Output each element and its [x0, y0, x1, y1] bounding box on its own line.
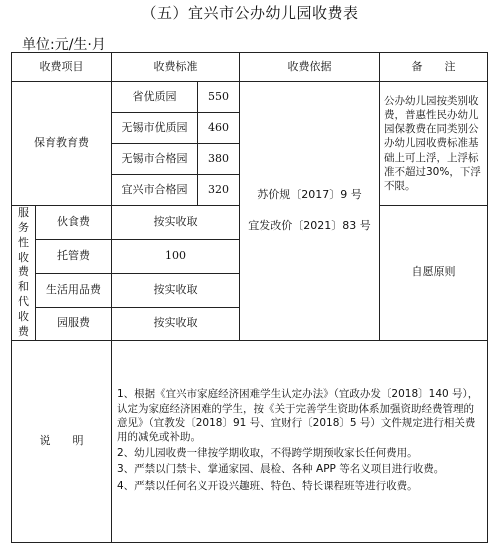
service-item-fee: 100	[112, 239, 240, 273]
grade-fee: 460	[198, 113, 240, 144]
table-row	[12, 82, 488, 113]
unit-label: 单位:元/生·月	[22, 37, 106, 53]
notes-content	[112, 340, 488, 542]
grade-name: 省优质园	[112, 82, 198, 113]
grade-name: 无锡市合格园	[112, 144, 198, 175]
note-item: 2、幼儿园收费一律按学期收取，不得跨学期预收家长任何费用。	[117, 447, 418, 460]
service-item-name: 生活用品费	[36, 273, 112, 307]
service-item-name: 托管费	[36, 239, 112, 273]
header-remark: 备 注	[380, 53, 488, 82]
grade-fee: 380	[198, 144, 240, 175]
basis-line-2: 宜发改价〔2021〕83 号	[248, 218, 371, 232]
notes-label: 说 明	[12, 340, 112, 542]
fee-table	[11, 52, 488, 543]
header-item: 收费项目	[12, 53, 112, 82]
education-remark: 公办幼儿园按类别收费，普惠性民办幼儿园保教费在同类别公办幼儿园收费标准基础上可上浮，上浮标准不超过30%，下浮不限。	[380, 82, 488, 206]
service-item-name: 园服费	[36, 307, 112, 340]
service-remark: 自愿原则	[380, 206, 488, 341]
grade-name: 无锡市优质园	[112, 113, 198, 144]
note-item: 4、严禁以任何名义开设兴趣班、特色、特长课程班等进行收费。	[117, 479, 418, 492]
grade-name: 宜兴市合格园	[112, 175, 198, 206]
basis-line-1: 苏价规〔2017〕9 号	[257, 187, 362, 201]
basis-cell	[240, 82, 380, 341]
header-row	[12, 53, 488, 82]
service-item-fee: 按实收取	[112, 273, 240, 307]
education-fee-label: 保育教育费	[12, 82, 112, 206]
header-standard: 收费标准	[112, 53, 240, 82]
note-item: 1、根据《宜兴市家庭经济困难学生认定办法》（宜政办发〔2018〕140 号），认定为家庭经济困难的学生，按《关于完善学生资助体系加强资助经费管理的意见》（宜教发〔2018〕91 号、宜财行〔2018〕5 号）文件规定进行相关费用的减免或补助。	[117, 388, 479, 443]
notes-row	[12, 340, 488, 542]
note-item: 3、严禁以门禁卡、掌通家园、晨检、各种 APP 等名义项目进行收费。	[117, 463, 445, 476]
service-fee-label: 服 务 性 收 费 和 代 收 费	[12, 206, 36, 341]
grade-fee: 320	[198, 175, 240, 206]
grade-fee: 550	[198, 82, 240, 113]
header-basis: 收费依据	[240, 53, 380, 82]
page-title: （五）宜兴市公办幼儿园收费表	[141, 4, 359, 22]
service-item-fee: 按实收取	[112, 307, 240, 340]
service-item-fee: 按实收取	[112, 206, 240, 240]
service-item-name: 伙食费	[36, 206, 112, 240]
